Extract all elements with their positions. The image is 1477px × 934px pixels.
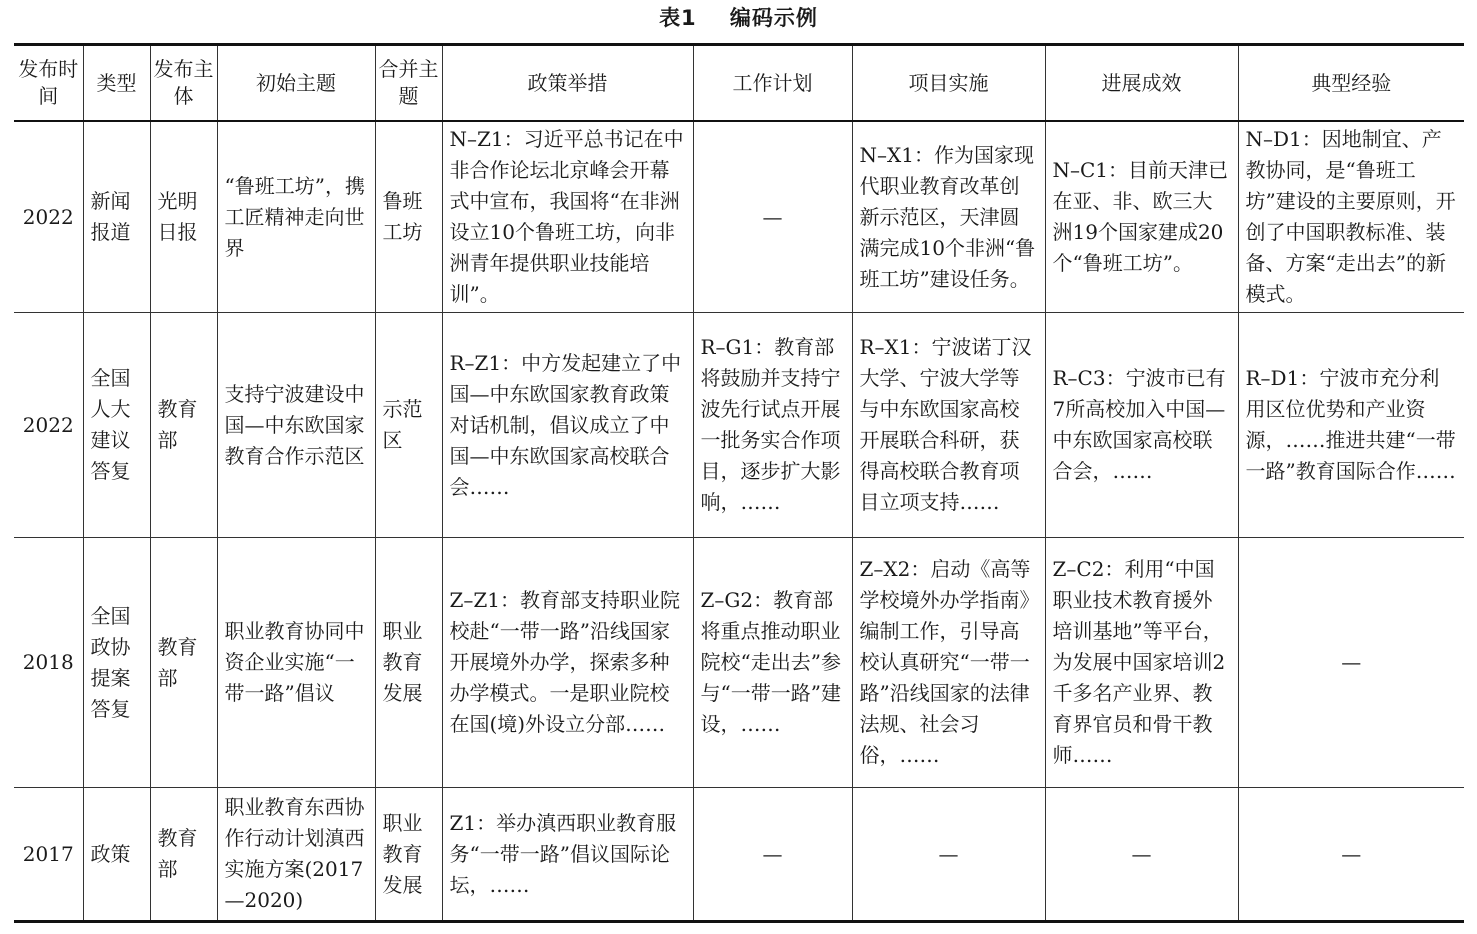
- initial-topic-cell: 职业教育协同中资企业实施“一带一路”倡议: [217, 538, 375, 788]
- coding-examples-table: [14, 43, 1464, 923]
- table-row: [14, 788, 1464, 922]
- publisher-cell: 教育部: [150, 788, 217, 922]
- plan-cell: Z–G2：教育部将重点推动职业院校“走出去”参与“一带一路”建设，……: [693, 538, 852, 788]
- experience-cell: R–D1：宁波市充分利用区位优势和产业资源，……推进共建“一带一路”教育国际合作……: [1238, 313, 1464, 538]
- publisher-cell: 教育部: [150, 538, 217, 788]
- header-cell: 典型经验: [1238, 45, 1464, 122]
- initial-topic-cell: 职业教育东西协作行动计划滇西实施方案(2017—2020): [217, 788, 375, 922]
- time-cell: 2022: [14, 121, 83, 313]
- initial-topic-cell: “鲁班工坊”，携工匠精神走向世界: [217, 121, 375, 313]
- time-cell: 2017: [14, 788, 83, 922]
- merged-topic-cell: 职业教育发展: [375, 788, 442, 922]
- header-cell: 发布时间: [14, 45, 83, 122]
- type-cell: 政策: [83, 788, 150, 922]
- header-cell: 项目实施: [852, 45, 1045, 122]
- progress-cell: N–C1：目前天津已在亚、非、欧三大洲19个国家建成20个“鲁班工坊”。: [1045, 121, 1238, 313]
- header-cell: 初始主题: [217, 45, 375, 122]
- experience-cell: N–D1：因地制宜、产教协同，是“鲁班工坊”建设的主要原则，开创了中国职教标准、装备、方案“走出去”的新模式。: [1238, 121, 1464, 313]
- initial-topic-cell: 支持宁波建设中国—中东欧国家教育合作示范区: [217, 313, 375, 538]
- policy-cell: Z1：举办滇西职业教育服务“一带一路”倡议国际论坛，……: [442, 788, 693, 922]
- implementation-cell: R–X1：宁波诺丁汉大学、宁波大学等与中东欧国家高校开展联合科研，获得高校联合教育项目立项支持……: [852, 313, 1045, 538]
- merged-topic-cell: 职业教育发展: [375, 538, 442, 788]
- header-row: [14, 45, 1464, 122]
- plan-cell: R–G1：教育部将鼓励并支持宁波先行试点开展一批务实合作项目，逐步扩大影响，……: [693, 313, 852, 538]
- experience-cell: —: [1238, 788, 1464, 922]
- time-cell: 2022: [14, 313, 83, 538]
- publisher-cell: 教育部: [150, 313, 217, 538]
- implementation-cell: —: [852, 788, 1045, 922]
- header-cell: 类型: [83, 45, 150, 122]
- header-cell: 合并主题: [375, 45, 442, 122]
- experience-cell: —: [1238, 538, 1464, 788]
- table-row: [14, 121, 1464, 313]
- implementation-cell: Z–X2：启动《高等学校境外办学指南》编制工作，引导高校认真研究“一带一路”沿线国家的法律法规、社会习俗，……: [852, 538, 1045, 788]
- policy-cell: Z–Z1：教育部支持职业院校赴“一带一路”沿线国家开展境外办学，探索多种办学模式。一是职业院校在国(境)外设立分部……: [442, 538, 693, 788]
- type-cell: 全国人大建议答复: [83, 313, 150, 538]
- policy-cell: R–Z1：中方发起建立了中国—中东欧国家教育政策对话机制，倡议成立了中国—中东欧国家高校联合会……: [442, 313, 693, 538]
- type-cell: 新闻报道: [83, 121, 150, 313]
- implementation-cell: N–X1：作为国家现代职业教育改革创新示范区，天津圆满完成10个非洲“鲁班工坊”建设任务。: [852, 121, 1045, 313]
- header-cell: 政策举措: [442, 45, 693, 122]
- header-cell: 工作计划: [693, 45, 852, 122]
- plan-cell: —: [693, 788, 852, 922]
- table-row: [14, 313, 1464, 538]
- publisher-cell: 光明日报: [150, 121, 217, 313]
- progress-cell: Z–C2：利用“中国职业技术教育援外培训基地”等平台，为发展中国家培训2千多名产业界、教育界官员和骨干教师……: [1045, 538, 1238, 788]
- progress-cell: —: [1045, 788, 1238, 922]
- policy-cell: N–Z1：习近平总书记在中非合作论坛北京峰会开幕式中宣布，我国将“在非洲设立10个鲁班工坊，向非洲青年提供职业技能培训”。: [442, 121, 693, 313]
- header-cell: 进展成效: [1045, 45, 1238, 122]
- table-row: [14, 538, 1464, 788]
- table-caption: 表1 编码示例: [659, 6, 818, 30]
- header-cell: 发布主体: [150, 45, 217, 122]
- time-cell: 2018: [14, 538, 83, 788]
- merged-topic-cell: 示范区: [375, 313, 442, 538]
- plan-cell: —: [693, 121, 852, 313]
- progress-cell: R–C3：宁波市已有7所高校加入中国—中东欧国家高校联合会，……: [1045, 313, 1238, 538]
- merged-topic-cell: 鲁班工坊: [375, 121, 442, 313]
- type-cell: 全国政协提案答复: [83, 538, 150, 788]
